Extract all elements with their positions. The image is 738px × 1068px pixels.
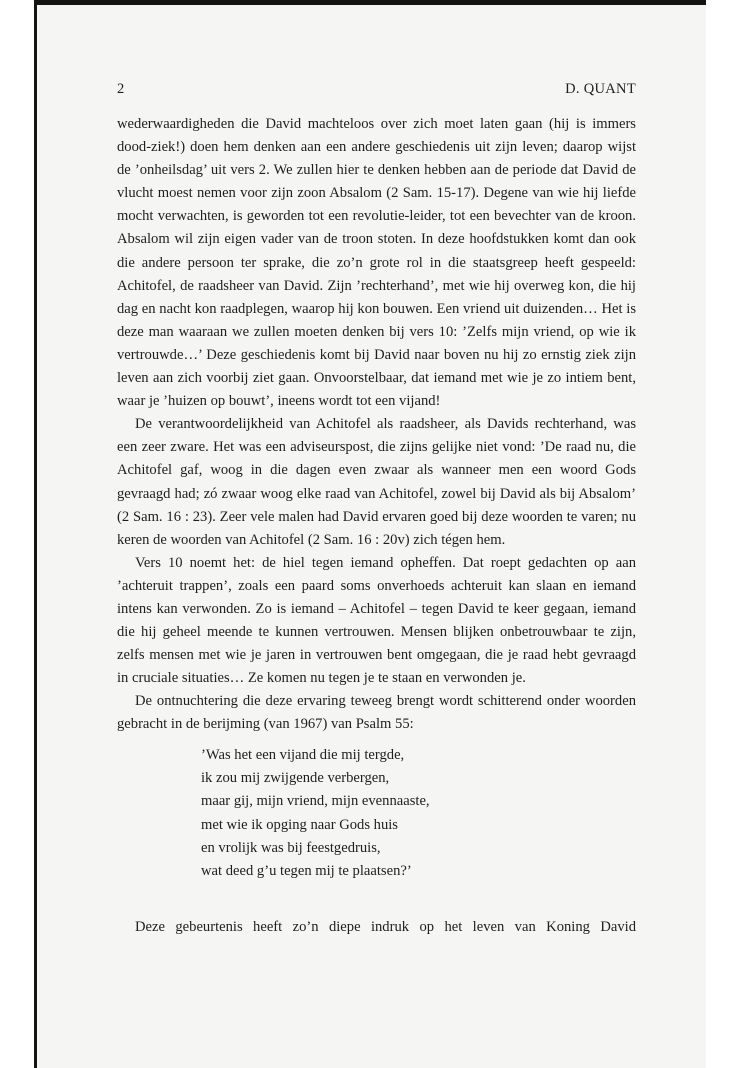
paragraph-3: Vers 10 noemt het: de hiel tegen iemand opheffen. Dat roept gedachten op aan ’achteruit trappen’, zoals een paard soms onverhoeds achteruit kan slaan en iemand intens kan verwonden. Zo is iemand – Achitofel – tegen David te keer gegaan, iemand die hij geheel meende te kunnen vertrouwen. Mensen blijken onbetrouwbaar te zijn, zelfs mensen met wie je jaren in vertrouwen bent omgegaan, die je raad hebt gevraagd in cruciale situaties… Ze komen nu tegen je te staan en verwonden je. xyxy=(117,554,636,687)
paragraph-1: wederwaardigheden die David machteloos over zich moet laten gaan (hij is immers dood-ziek!) doen hem denken aan een andere geschiedenis uit zijn leven; daarop wijst de ’onheilsdag’ uit vers 2. We zullen hier te denken hebben aan de periode dat David de vlucht moest nemen voor zijn zoon Absalom (2 Sam. 15-17). Degene van wie hij liefde mocht verwachten, is geworden tot een revolutie-leider, tot een bevechter van de kroon. Absalom wil zijn eigen vader van de troon stoten. In deze hoofdstukken komt dan ook die andere persoon ter sprake, die zo’n grote rol in die staatsgreep heeft gespeeld: Achitofel, de raadsheer van David. Zijn ’rechterhand’, met wie hij overweg kon, die hij dag en nacht kon raadplegen, waarop hij kon bouwen. Een vriend uit duizenden… Het is deze man waaraan we zullen moeten denken bij vers 10: ’Zelfs mijn vriend, op wie ik vertrouwde…’ Deze geschiedenis komt bij David naar boven nu hij zo ernstig ziek zijn leven aan zich voorbij ziet gaan. Onvoorstelbaar, dat iemand met wie je zo intiem bent, waar je ’huizen op bouwt’, ineens wordt tot een vijand! xyxy=(117,116,636,410)
poem-line: ik zou mij zwijgende verbergen, xyxy=(201,770,390,787)
psalm-quote xyxy=(201,744,561,883)
poem-line: maar gij, mijn vriend, mijn evennaaste, xyxy=(201,793,430,810)
paragraph-4: De ontnuchtering die deze ervaring teweeg brengt wordt schitterend onder woorden gebracht in de berijming (van 1967) van Psalm 55: xyxy=(117,693,636,733)
poem-line: wat deed g’u tegen mij te plaatsen?’ xyxy=(201,863,412,880)
running-head-author: D. QUANT xyxy=(565,81,636,97)
closing-line: Deze gebeurtenis heeft zo’n diepe indruk op het leven van Koning David xyxy=(135,919,636,935)
paragraph-2: De verantwoordelijkheid van Achitofel als raadsheer, als Davids rechterhand, was een zeer zware. Het was een adviseurspost, die zijns gelijke niet vond: ’De raad nu, die Achitofel gaf, woog in die dagen even zwaar als wanneer men een woord Gods gevraagd had; zó zwaar woog elke raad van Achitofel, zowel bij David als bij Absalom’ (2 Sam. 16 : 23). Zeer vele malen had David ervaren goed bij deze woorden te varen; nu keren de woorden van Achitofel (2 Sam. 16 : 20v) zich tégen hem. xyxy=(117,416,636,548)
poem-line: met wie ik opging naar Gods huis xyxy=(201,816,398,833)
poem-line: ’Was het een vijand die mij tergde, xyxy=(201,747,405,763)
poem-line: en vrolijk was bij feestgedruis, xyxy=(201,839,381,856)
body-text xyxy=(117,113,636,737)
page-number: 2 xyxy=(117,81,125,97)
